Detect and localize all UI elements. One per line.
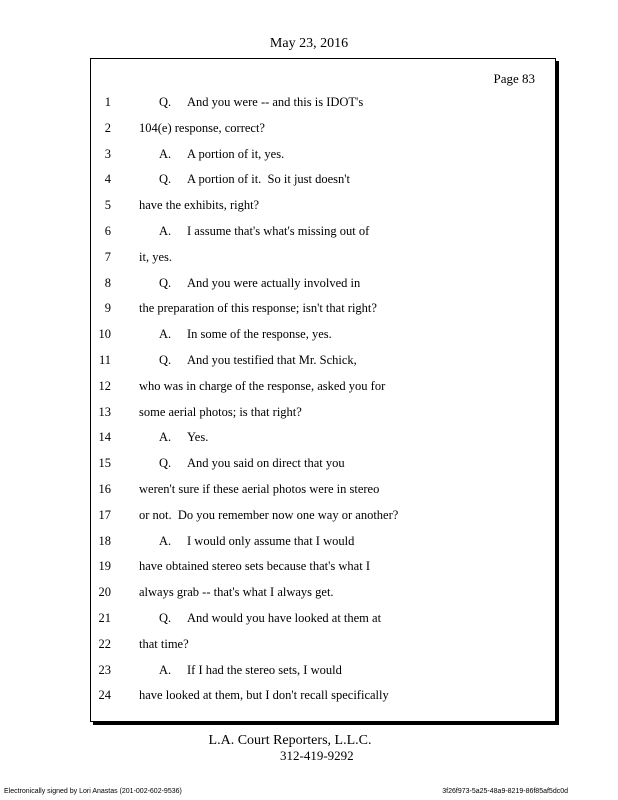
line-number: 16 bbox=[98, 482, 111, 496]
transcript-line-text: 104(e) response, correct? bbox=[139, 120, 265, 135]
transcript-page bbox=[90, 58, 556, 722]
transcript-line-text: some aerial photos; is that right? bbox=[139, 404, 302, 419]
transcript-line-text: have obtained stereo sets because that's what I bbox=[139, 559, 370, 574]
line-number: 9 bbox=[104, 301, 111, 316]
page-number: Page 83 bbox=[493, 71, 535, 86]
speaker-label: A. bbox=[159, 533, 172, 548]
transcript-line-text: I assume that's what's missing out of bbox=[187, 224, 370, 238]
transcript-line-text: And you were actually involved in bbox=[187, 275, 361, 290]
speaker-label: A. bbox=[159, 224, 172, 238]
header-date: May 23, 2016 bbox=[269, 36, 349, 51]
line-number: 15 bbox=[98, 456, 111, 471]
transcript-line-text: If I had the stereo sets, I would bbox=[187, 662, 342, 677]
document-id: 3f26f973-5a25-48a9-8219-86f85af5dc0d bbox=[442, 788, 568, 795]
footer-company: L.A. Court Reporters, L.L.C. bbox=[208, 733, 372, 748]
line-number: 17 bbox=[98, 507, 111, 522]
transcript-line-text: the preparation of this response; isn't that right? bbox=[139, 301, 377, 316]
transcript-line-text: who was in charge of the response, asked you for bbox=[139, 378, 386, 393]
line-number: 7 bbox=[104, 249, 111, 264]
transcript-line-text: it, yes. bbox=[139, 249, 172, 264]
transcript-line-text: And would you have looked at them at bbox=[187, 611, 382, 625]
transcript-line-text: have looked at them, but I don't recall specifically bbox=[139, 688, 389, 703]
transcript-line-text: And you were -- and this is IDOT's bbox=[187, 95, 364, 109]
line-number: 10 bbox=[98, 327, 111, 342]
footer-phone: 312-419-9292 bbox=[280, 748, 354, 763]
electronic-signature: Electronically signed by Lori Anastas (201-002-602-9536) bbox=[4, 788, 182, 795]
transcript-line-text: A portion of it. So it just doesn't bbox=[187, 172, 351, 187]
line-number: 5 bbox=[104, 198, 111, 213]
line-number: 20 bbox=[98, 585, 111, 600]
line-number: 23 bbox=[98, 662, 111, 677]
line-number: 12 bbox=[98, 378, 111, 393]
speaker-label: A. bbox=[159, 146, 172, 161]
speaker-label: Q. bbox=[159, 275, 172, 290]
speaker-label: Q. bbox=[159, 172, 172, 187]
line-number: 24 bbox=[98, 688, 111, 703]
speaker-label: Q. bbox=[159, 456, 172, 471]
speaker-label: A. bbox=[159, 662, 172, 677]
transcript-line-text: that time? bbox=[139, 636, 189, 651]
line-number: 22 bbox=[98, 636, 111, 651]
line-number: 1 bbox=[104, 95, 111, 109]
transcript-line-text: A portion of it, yes. bbox=[187, 146, 285, 161]
transcript-line-text: In some of the response, yes. bbox=[187, 327, 332, 342]
transcript-line-text: or not. Do you remember now one way or another? bbox=[139, 507, 399, 522]
transcript-line-text: And you testified that Mr. Schick, bbox=[187, 353, 357, 367]
transcript-line-text: have the exhibits, right? bbox=[139, 198, 260, 213]
line-number: 8 bbox=[104, 275, 111, 290]
line-number: 4 bbox=[104, 172, 111, 187]
speaker-label: Q. bbox=[159, 353, 172, 367]
line-number: 21 bbox=[98, 611, 111, 625]
speaker-label: Q. bbox=[159, 95, 172, 109]
line-number: 6 bbox=[104, 224, 111, 238]
line-number: 19 bbox=[98, 559, 111, 574]
line-number: 3 bbox=[104, 146, 111, 161]
speaker-label: A. bbox=[159, 327, 172, 342]
line-number: 13 bbox=[98, 404, 111, 419]
transcript-line-text: weren't sure if these aerial photos were in stereo bbox=[139, 482, 380, 496]
speaker-label: Q. bbox=[159, 611, 172, 625]
transcript-line-text: always grab -- that's what I always get. bbox=[139, 585, 334, 600]
line-number: 14 bbox=[98, 430, 111, 445]
line-number: 2 bbox=[104, 120, 111, 135]
line-number: 18 bbox=[98, 533, 111, 548]
transcript-line-text: And you said on direct that you bbox=[187, 456, 345, 471]
transcript-line-text: Yes. bbox=[187, 430, 209, 445]
line-number: 11 bbox=[98, 353, 111, 367]
speaker-label: A. bbox=[159, 430, 172, 445]
transcript-line-text: I would only assume that I would bbox=[187, 533, 355, 548]
